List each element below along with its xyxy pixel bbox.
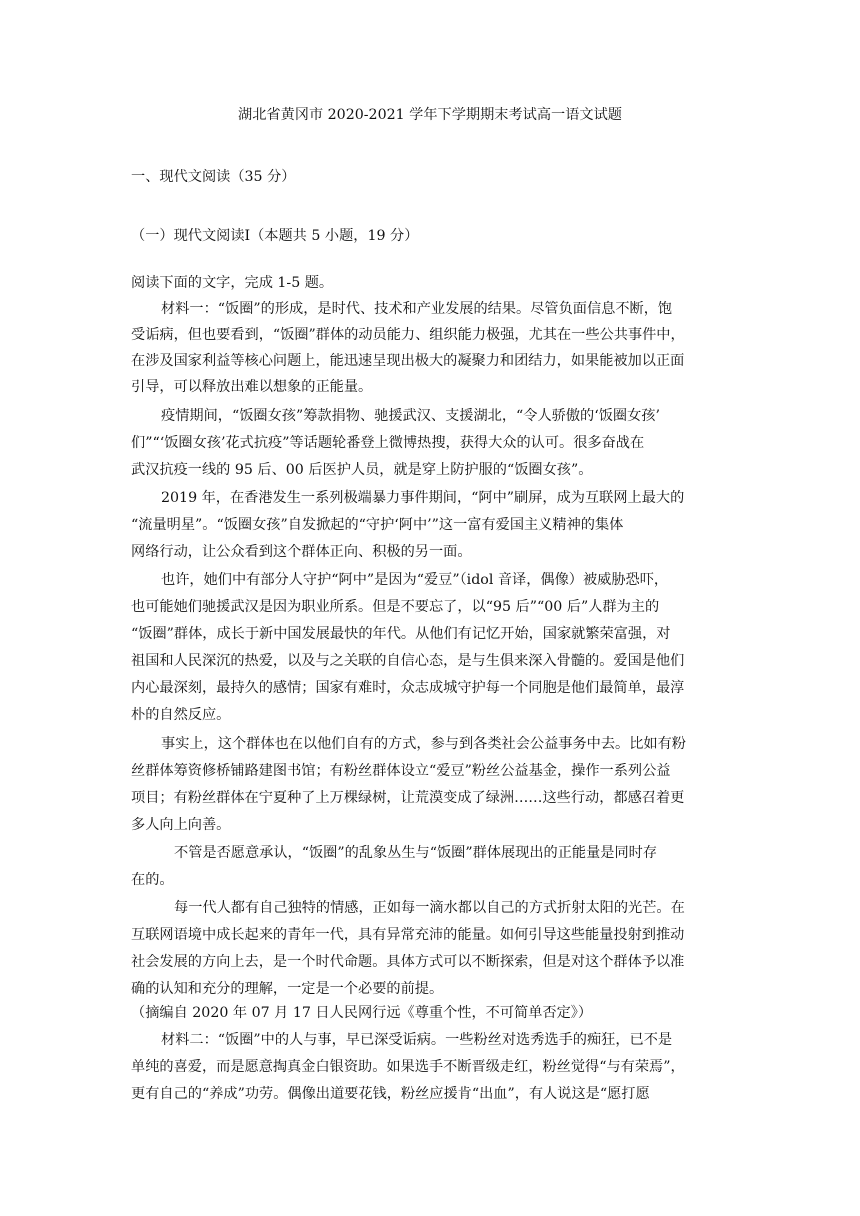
paragraph-line: 确的认知和充分的理解，一定是一个必要的前提。 [131, 981, 444, 997]
paragraph-line: 2019 年，在香港发生一系列极端暴力事件期间，“阿中”刷屏，成为互联网上最大的 [161, 490, 685, 506]
subsection-heading: （一）现代文阅读Ⅰ（本题共 5 小题，19 分） [131, 228, 419, 244]
paragraph-line: 材料二：“饭圈”中的人与事，早已深受诟病。一些粉丝对选秀选手的痴狂，已不是 [161, 1032, 673, 1048]
paragraph-line: 项目；有粉丝群体在宁夏种了上万棵绿树，让荒漠变成了绿洲……这些行动，都感召着更 [131, 790, 685, 806]
paragraph-line: 每一代人都有自己独特的情感，正如每一滴水都以自己的方式折射太阳的光芒。在 [174, 900, 685, 916]
paragraph-line: 网络行动，让公众看到这个群体正向、积极的另一面。 [131, 544, 472, 560]
paragraph-line: 也可能她们驰援武汉是因为职业所系。但是不要忘了，以“95 后”“00 后”人群为主的 [131, 599, 660, 615]
paragraph-line: “流量明星”。“饭圈女孩”自发掀起的“守护‘阿中’”这一富有爱国主义精神的集体 [131, 517, 624, 533]
paragraph-line: 在的。 [131, 872, 174, 888]
paragraph-line: 互联网语境中成长起来的青年一代，具有异常充沛的能量。如何引导这些能量投射到推动 [131, 927, 685, 943]
paragraph-line: 事实上，这个群体也在以他们自有的方式，参与到各类社会公益事务中去。比如有粉 [161, 736, 686, 752]
paragraph-line: 疫情期间，“饭圈女孩”筹款捐物、驰援武汉、支援湖北，“令人骄傲的‘饭圈女孩’ [161, 408, 660, 424]
paragraph-line: 多人向上向善。 [131, 817, 231, 833]
paragraph-line: 祖国和人民深沉的热爱，以及与之关联的自信心态，是与生俱来深入骨髓的。爱国是他们 [131, 653, 685, 669]
paragraph-line: 更有自己的“养成”功劳。偶像出道要花钱，粉丝应援肯“出血”，有人说这是“愿打愿 [131, 1086, 650, 1102]
paragraph-line: 内心最深刻，最持久的感情；国家有难时，众志成城守护每一个同胞是他们最简单，最淳 [131, 680, 685, 696]
paragraph-line: 丝群体筹资修桥铺路建图书馆；有粉丝群体设立“爱豆”粉丝公益基金，操作一系列公益 [131, 763, 671, 779]
paragraph-line: “饭圈”群体，成长于新中国发展最快的年代。从他们有记忆开始，国家就繁荣富强，对 [131, 626, 671, 642]
instruction: 阅读下面的文字，完成 1-5 题。 [131, 275, 334, 291]
section-heading: 一、现代文阅读（35 分） [131, 169, 296, 185]
paragraph-line: 也许，她们中有部分人守护“阿中”是因为“爱豆”（idol 音译，偶像）被威胁恐吓， [161, 572, 669, 588]
paragraph-line: 单纯的喜爱，而是愿意掏真金白银资助。如果选手不断晋级走红，粉丝觉得“与有荣焉”， [131, 1059, 685, 1075]
paragraph-line: 在涉及国家利益等核心问题上，能迅速呈现出极大的凝聚力和团结力，如果能被加以正面 [131, 353, 685, 369]
paragraph-line: 受诟病，但也要看到，“饭圈”群体的动员能力、组织能力极强，尤其在一些公共事件中， [131, 327, 685, 343]
paragraph-line: 不管是否愿意承认，“饭圈”的乱象丛生与“饭圈”群体展现出的正能量是同时存 [174, 845, 658, 861]
paragraph-line: 们”“‘饭圈女孩’花式抗疫”等话题轮番登上微博热搜，获得大众的认可。很多奋战在 [131, 435, 645, 451]
paragraph-line: 武汉抗疫一线的 95 后、00 后医护人员，就是穿上防护服的“饭圈女孩”。 [131, 462, 593, 478]
paragraph-line: 材料一：“饭圈”的形成，是时代、技术和产业发展的结果。尽管负面信息不断，饱 [161, 301, 673, 317]
paragraph-line: 朴的自然反应。 [131, 707, 231, 723]
document-title: 湖北省黄冈市 2020-2021 学年下学期期末考试高一语文试题 [238, 107, 622, 123]
paragraph-line: 引导，可以释放出难以想象的正能量。 [131, 379, 373, 395]
source-citation: （摘编自 2020 年 07 月 17 日人民网行远《尊重个性，不可简单否定》） [131, 1005, 593, 1021]
paragraph-line: 社会发展的方向上去，是一个时代命题。具体方式可以不断探索，但是对这个群体予以准 [131, 954, 685, 970]
